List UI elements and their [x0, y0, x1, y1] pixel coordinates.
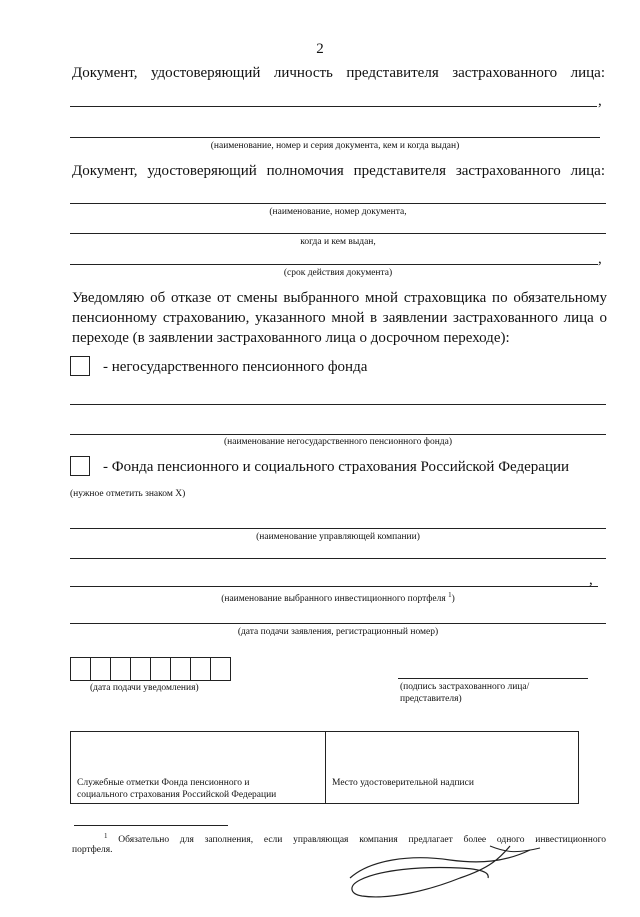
date-digit-box[interactable]: [211, 658, 230, 680]
authority-doc-line-2[interactable]: [70, 233, 606, 234]
footnote-text-line-2: портфеля.: [72, 845, 113, 855]
identity-doc-comma: ,: [598, 93, 602, 109]
authority-doc-heading: Документ, удостоверяющий полномочия представителя застрахованного лица:: [72, 163, 605, 179]
identity-doc-line-2[interactable]: [70, 137, 600, 138]
date-digit-box[interactable]: [111, 658, 131, 680]
notice-line-3: переходе (в заявлении застрахованного лица о досрочном переходе):: [72, 330, 510, 346]
sfr-option-label: - Фонда пенсионного и социального страхования Российской Федерации: [103, 459, 570, 475]
authority-doc-line-1[interactable]: [70, 203, 606, 204]
identity-doc-heading: Документ, удостоверяющий личность представителя застрахованного лица:: [72, 65, 605, 81]
certification-cell[interactable]: [326, 732, 578, 803]
notice-line-2: пенсионному страхованию, указанного мной в заявлении застрахованного лица о: [72, 310, 607, 326]
page-number: 2: [316, 41, 324, 57]
footnote-separator: [74, 825, 228, 826]
npf-name-caption: (наименование негосударственного пенсионного фонда): [224, 437, 452, 447]
authority-doc-caption-validity: (срок действия документа): [283, 268, 393, 278]
office-marks-label-line-1: Служебные отметки Фонда пенсионного и: [77, 778, 250, 788]
footnote-marker: 1: [104, 832, 108, 840]
office-marks-label-line-2: социального страхования Российской Федерации: [77, 790, 277, 800]
signature-caption-line-1: (подпись застрахованного лица/: [400, 682, 530, 692]
certification-label: Место удостоверительной надписи: [332, 778, 474, 788]
date-digit-box[interactable]: [91, 658, 111, 680]
authority-doc-caption-issued: когда и кем выдан,: [300, 237, 376, 247]
signature-line[interactable]: [398, 678, 588, 679]
npf-option-label: - негосударственного пенсионного фонда: [103, 359, 368, 375]
portfolio-caption: (наименование выбранного инвестиционного портфеля $^1$): [221, 591, 455, 605]
date-digit-box[interactable]: [131, 658, 151, 680]
authority-doc-caption-name: (наименование, номер документа,: [269, 207, 407, 217]
identity-doc-line-1[interactable]: [70, 106, 597, 107]
sfr-checkbox[interactable]: [70, 456, 90, 476]
date-digit-box[interactable]: [171, 658, 191, 680]
management-company-caption: (наименование управляющей компании): [256, 532, 420, 542]
npf-name-line-1[interactable]: [70, 404, 606, 405]
footnote-reference: 1: [448, 591, 452, 599]
date-digit-box[interactable]: [151, 658, 171, 680]
portfolio-comma: ,: [589, 572, 593, 588]
application-date-line[interactable]: [70, 623, 606, 624]
npf-name-line-2[interactable]: [70, 434, 606, 435]
office-marks-cell[interactable]: [71, 732, 326, 803]
notice-date-boxes[interactable]: [70, 657, 231, 681]
footnote-text-line-1: $^1$ Обязательно для заполнения, если управляющая компания предлагает более одного инвестиционного: [104, 832, 606, 846]
handwritten-signature-graphic: [340, 838, 550, 908]
notice-date-caption: (дата подачи уведомления): [90, 683, 199, 693]
npf-checkbox[interactable]: [70, 356, 90, 376]
date-digit-box[interactable]: [71, 658, 91, 680]
application-date-caption: (дата подачи заявления, регистрационный номер): [237, 627, 439, 637]
signature-caption-line-2: представителя): [400, 694, 462, 704]
portfolio-line-2[interactable]: [70, 586, 598, 587]
identity-doc-caption: (наименование, номер и серия документа, кем и когда выдан): [210, 141, 460, 151]
office-marks-box: [70, 731, 579, 804]
notice-line-1: Уведомляю об отказе от смены выбранного мной страховщика по обязательному: [72, 290, 607, 306]
date-digit-box[interactable]: [191, 658, 211, 680]
authority-doc-comma: ,: [598, 251, 602, 267]
mark-instruction-note: (нужное отметить знаком Х): [70, 489, 186, 499]
authority-doc-line-3[interactable]: [70, 264, 598, 265]
management-company-line[interactable]: [70, 528, 606, 529]
portfolio-line-1[interactable]: [70, 558, 606, 559]
